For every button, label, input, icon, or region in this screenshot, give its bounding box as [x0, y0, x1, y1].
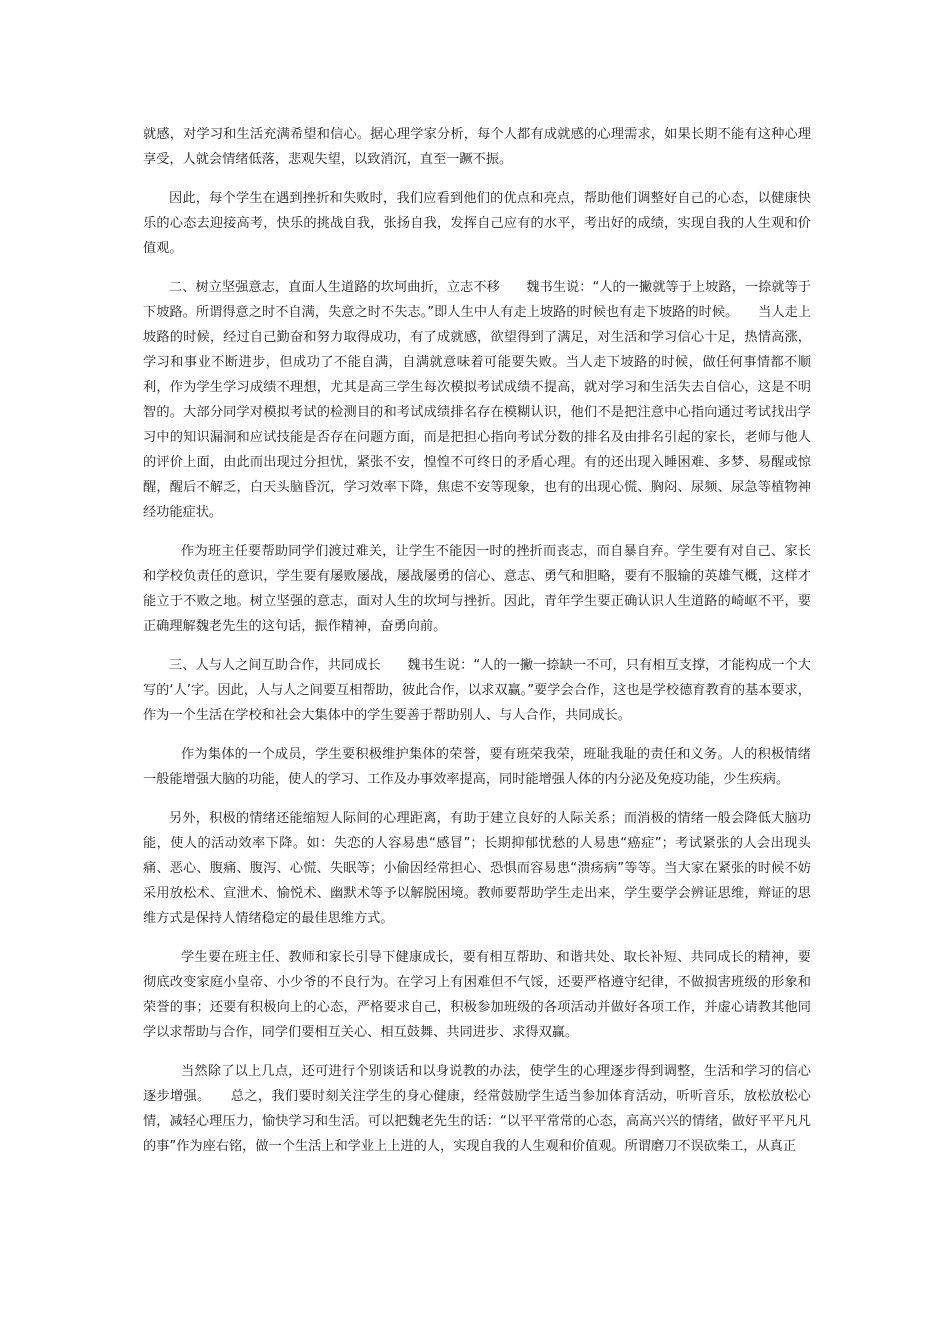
paragraph-7: 另外，积极的情绪还能缩短人际间的心理距离，有助于建立良好的人际关系；而消极的情绪一般会降低大脑功能，使人的活动效率下降。如：失恋的人容易患“感冒”；长期抑郁忧愁的人易患“癌症”；考试紧张的人会出现头痛、恶心、腹痛、腹泻、心慌、失眠等；小偷因经常担心、恐惧而容易患“溃疡病”等等。当大家在紧张的时候不妨采用放松术、宣泄术、愉悦术、幽默术等予以解脱困境。教师要帮助学生走出来，学生要学会辨证思维，辩证的思维方式是保持人情绪稳定的最佳思维方式。	[143, 811, 811, 926]
paragraph-8: 学生要在班主任、教师和家长引导下健康成长，要有相互帮助、和谐共处、取长补短、共同成长的精神，要彻底改变家庭小皇帝、小少爷的不良行为。在学习上有困难但不气馁，还要严格遵守纪律，不做损害班级的形象和荣誉的事；还要有积极向上的心态，严格要求自己，积极参加班级的各项活动并做好各项工作，并虚心请教其他同学以求帮助与合作，同学们要相互关心、相互鼓舞、共同进步、求得双赢。	[143, 950, 811, 1040]
paragraph-4: 作为班主任要帮助同学们渡过难关，让学生不能因一时的挫折而丧志，而自暴自弃。学生要有对自己、家长和学校负责任的意识，学生要有屡败屡战，屡战屡勇的信心、意志、勇气和胆略，要有不服输的英雄气概，这样才能立于不败之地。树立坚强的意志，面对人生的坎坷与挫折。因此，青年学生要正确认识人生道路的崎岖不平，要正确理解魏老先生的这句话，振作精神，奋勇向前。	[143, 544, 811, 634]
paragraph-3: 二、树立坚强意志，直面人生道路的坎坷曲折，立志不移 魏书生说：“人的一撇就等于上坡路，一捺就等于下坡路。所谓得意之时不自满，失意之时不失志。”即人生中人有走上坡路的时候也有走下坡路的时候。 当人走上坡路的时候，经过自己勤奋和努力取得成功，有了成就感，欲望得到了满足，对生活和学习信心十足，热情高涨，学习和事业不断进步，但成功了不能自满，自满就意味着可能要失败。当人走下坡路的时候，做任何事情都不顺利，作为学生学习成绩不理想，尤其是高三学生每次模拟考试成绩不提高，就对学习和生活失去自信心，这是不明智的。大部分同学对模拟考试的检测目的和考试成绩排名存在模糊认识，他们不是把注意中心指向通过考试找出学习中的知识漏洞和应试技能是否存在问题方面，而是把担心指向考试分数的排名及由排名引起的家长，老师与他人的评价上面，由此而出现过分担忧，紧张不安，惶惶不可终日的矛盾心理。有的还出现入睡困难、多梦、易醒或惊醒，醒后不解乏，白天头脑昏沉，学习效率下降，焦虑不安等现象，也有的出现心慌、胸闷、尿频、尿急等植物神经功能症状。	[143, 280, 811, 520]
paragraph-2: 因此，每个学生在遇到挫折和失败时，我们应看到他们的优点和亮点，帮助他们调整好自己的心态，以健康快乐的心态去迎接高考，快乐的挑战自我，张扬自我，发挥自己应有的水平，考出好的成绩，实现自我的人生观和价值观。	[143, 191, 811, 256]
document-page	[143, 122, 811, 1173]
paragraph-6: 作为集体的一个成员，学生要积极维护集体的荣誉，要有班荣我荣，班耻我耻的责任和义务。人的积极情绪一般能增强大脑的功能，使人的学习、工作及办事效率提高，同时能增强人体的内分泌及免疫功能，少生疾病。	[143, 747, 811, 787]
paragraph-1: 就感，对学习和生活充满希望和信心。据心理学家分析，每个人都有成就感的心理需求，如果长期不能有这种心理享受，人就会情绪低落，悲观失望，以致消沉，直至一蹶不振。	[143, 127, 811, 167]
paragraph-5: 三、人与人之间互助合作，共同成长 魏书生说：“人的一撇一捺缺一不可，只有相互支撑，才能构成一个大写的‘人’字。因此，人与人之间要互相帮助，彼此合作，以求双赢。”要学会合作，这也是学校德育教育的基本要求，作为一个生活在学校和社会大集体中的学生要善于帮助别人、与人合作，共同成长。	[143, 658, 811, 723]
paragraph-9: 当然除了以上几点，还可进行个别谈话和以身说教的办法，使学生的心理逐步得到调整，生活和学习的信心逐步增强。 总之，我们要时刻关注学生的身心健康，经常鼓励学生适当参加体育活动，听听音乐，放松放松心情，减轻心理压力，愉快学习和生活。可以把魏老先生的话：“以平平常常的心态，高高兴兴的情绪，做好平平凡凡的事”作为座右铭，做一个生活上和学业上上进的人，实现自我的人生观和价值观。所谓磨刀不误砍柴工，从真正	[143, 1064, 811, 1154]
